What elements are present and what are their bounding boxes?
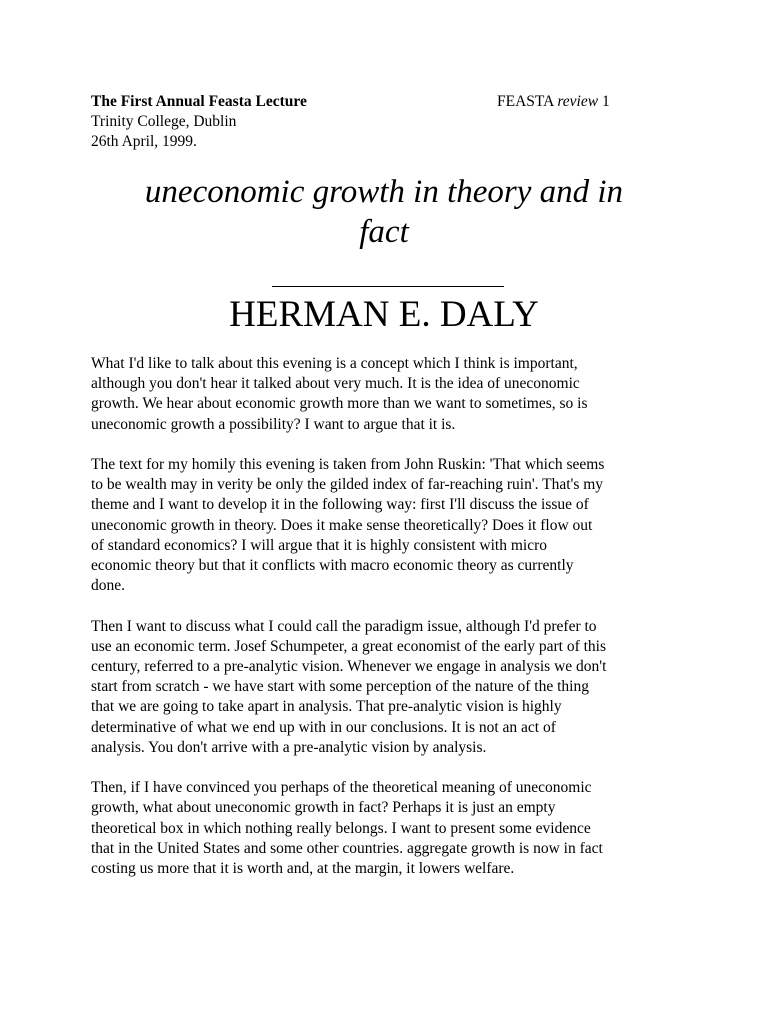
paragraph-line: The text for my homily this evening is taken from John Ruskin: 'That which seems [91, 456, 605, 473]
paragraph-line: Then, if I have convinced you perhaps of the theoretical meaning of uneconomic [91, 779, 592, 797]
paragraph-line: uneconomic growth a possibility? I want to argue that it is. [91, 415, 456, 433]
paragraph-line: that we are going to take apart in analysis. That pre-analytic vision is highly [91, 698, 562, 716]
paragraph-line: start from scratch - we have start with some perception of the nature of the thing [91, 678, 589, 696]
author-name: HERMAN E. DALY [229, 294, 539, 335]
title-line-1: uneconomic growth in theory and in [144, 174, 624, 210]
paragraph-line: although you don't hear it talked about very much. It is the idea of uneconomic [91, 375, 580, 393]
paragraph-line: growth, what about uneconomic growth in fact? Perhaps it is just an empty [91, 799, 556, 817]
paragraph-line: growth. We hear about economic growth more than we want to sometimes, so is [91, 395, 588, 413]
paragraph-line: What I'd like to talk about this evening is a concept which I think is important, [91, 355, 578, 372]
journal-word: review [557, 93, 599, 110]
journal-name: FEASTA [497, 93, 554, 110]
paragraph-line: that in the United States and some other countries. aggregate growth is now in fact [91, 839, 603, 857]
paragraph-line: uneconomic growth in theory. Does it make sense theoretically? Does it flow out [91, 516, 593, 534]
paragraph-line: done. [91, 577, 126, 595]
lecture-venue: Trinity College, Dublin [91, 113, 237, 130]
paragraph [91, 617, 691, 758]
title-line-2: fact [359, 214, 409, 250]
paragraph-line: theoretical box in which nothing really belongs. I want to present some evidence [91, 819, 591, 837]
document-title [60, 172, 708, 252]
paragraph-line: century, referred to a pre-analytic vision. Whenever we engage in analysis we don't [91, 658, 607, 676]
paragraph [91, 354, 691, 435]
paragraph-line: of standard economics? I will argue that it is highly consistent with micro [91, 536, 548, 554]
paragraph-line: Then I want to discuss what I could call the paradigm issue, although I'd prefer to [91, 617, 597, 635]
paragraph [91, 455, 691, 596]
body-text [91, 354, 691, 899]
lecture-date: 26th April, 1999. [91, 133, 197, 150]
paragraph-line: determinative of what we end up with in our conclusions. It is not an act of [91, 718, 556, 736]
lecture-title: The First Annual Feasta Lecture [91, 93, 307, 110]
paragraph-line: costing us more that it is worth and, at the margin, it lowers welfare. [91, 860, 515, 878]
paragraph-line: to be wealth may in verity be only the gilded index of far-reaching ruin'. That's my [91, 476, 604, 494]
paragraph-line: analysis. You don't arrive with a pre-analytic vision by analysis. [91, 738, 487, 756]
paragraph-line: use an economic term. Josef Schumpeter, a great economist of the early part of this [91, 637, 607, 655]
paragraph-line: economic theory but that it conflicts with macro economic theory as currently [91, 557, 574, 575]
title-rule [272, 286, 504, 287]
paragraph-line: theme and I want to develop it in the following way: first I'll discuss the issue of [91, 496, 589, 514]
lecture-header [91, 92, 307, 152]
page-number: 1 [601, 93, 610, 110]
paragraph [91, 778, 691, 879]
journal-header [497, 92, 610, 112]
